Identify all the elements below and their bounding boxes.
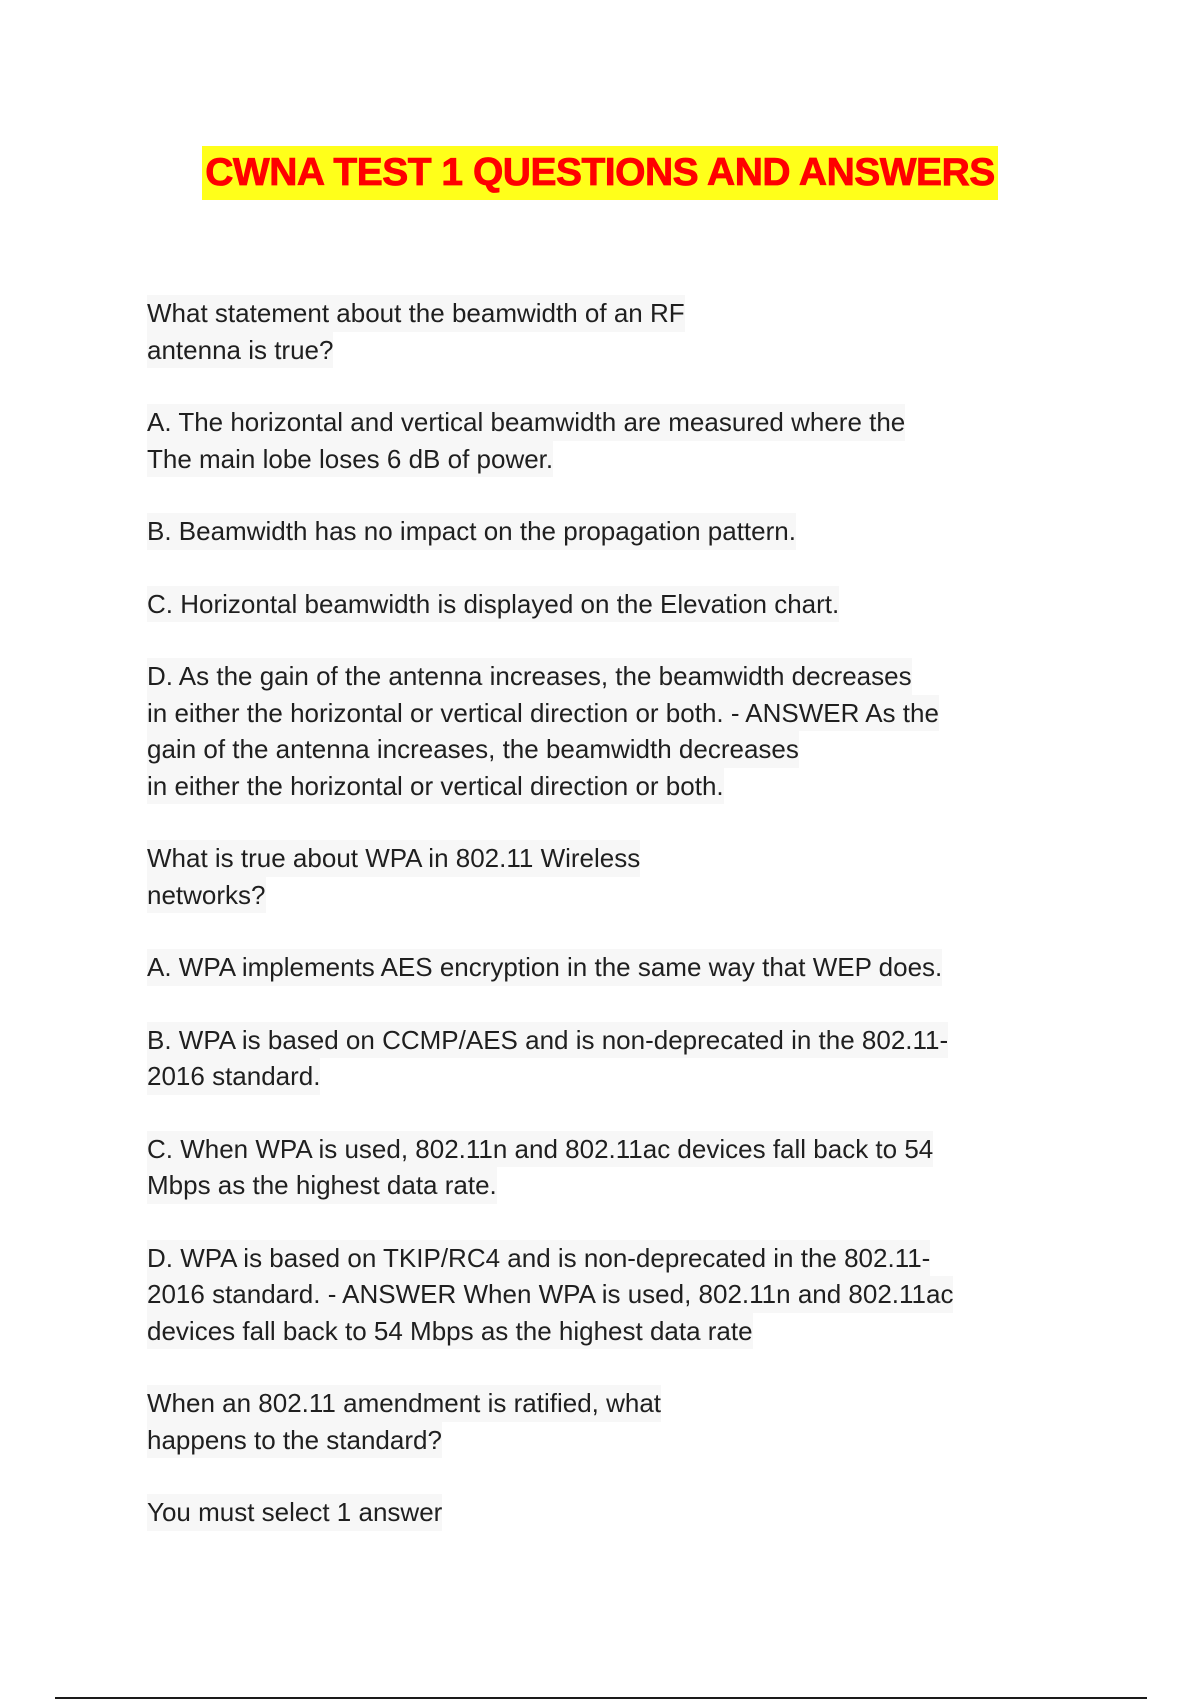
text-line: networks?	[147, 877, 266, 914]
text-line: antenna is true?	[147, 332, 333, 369]
text-line: B. WPA is based on CCMP/AES and is non-deprecated in the 802.11-	[147, 1022, 948, 1059]
text-line: in either the horizontal or vertical direction or both.	[147, 768, 724, 805]
text-line: When an 802.11 amendment is ratified, what	[147, 1385, 661, 1422]
text-line: You must select 1 answer	[147, 1494, 442, 1531]
page-bottom-rule	[55, 1697, 1147, 1699]
document-body	[147, 295, 1077, 1567]
text-line: Mbps as the highest data rate.	[147, 1167, 497, 1204]
text-line: in either the horizontal or vertical direction or both. - ANSWER As the	[147, 695, 939, 732]
text-line: D. WPA is based on TKIP/RC4 and is non-deprecated in the 802.11-	[147, 1240, 930, 1277]
text-line: happens to the standard?	[147, 1422, 442, 1459]
title-container	[0, 146, 1200, 200]
paragraph	[147, 513, 1077, 550]
text-line: The main lobe loses 6 dB of power.	[147, 441, 553, 478]
text-line: 2016 standard. - ANSWER When WPA is used, 802.11n and 802.11ac	[147, 1276, 953, 1313]
text-line: What statement about the beamwidth of an RF	[147, 295, 685, 332]
paragraph	[147, 1022, 1077, 1095]
paragraph	[147, 295, 1077, 368]
text-line: C. When WPA is used, 802.11n and 802.11ac devices fall back to 54	[147, 1131, 933, 1168]
paragraph	[147, 1131, 1077, 1204]
paragraph	[147, 1240, 1077, 1350]
text-line: gain of the antenna increases, the beamwidth decreases	[147, 731, 799, 768]
paragraph	[147, 1494, 1077, 1531]
text-line: devices fall back to 54 Mbps as the highest data rate	[147, 1313, 753, 1350]
paragraph	[147, 949, 1077, 986]
document-title: CWNA TEST 1 QUESTIONS AND ANSWERS	[202, 146, 998, 200]
text-line: C. Horizontal beamwidth is displayed on the Elevation chart.	[147, 586, 839, 623]
paragraph	[147, 840, 1077, 913]
paragraph	[147, 658, 1077, 804]
text-line: A. WPA implements AES encryption in the same way that WEP does.	[147, 949, 942, 986]
paragraph	[147, 404, 1077, 477]
paragraph	[147, 586, 1077, 623]
text-line: B. Beamwidth has no impact on the propagation pattern.	[147, 513, 796, 550]
paragraph	[147, 1385, 1077, 1458]
text-line: D. As the gain of the antenna increases, the beamwidth decreases	[147, 658, 912, 695]
text-line: 2016 standard.	[147, 1058, 320, 1095]
text-line: What is true about WPA in 802.11 Wireless	[147, 840, 640, 877]
text-line: A. The horizontal and vertical beamwidth are measured where the	[147, 404, 905, 441]
